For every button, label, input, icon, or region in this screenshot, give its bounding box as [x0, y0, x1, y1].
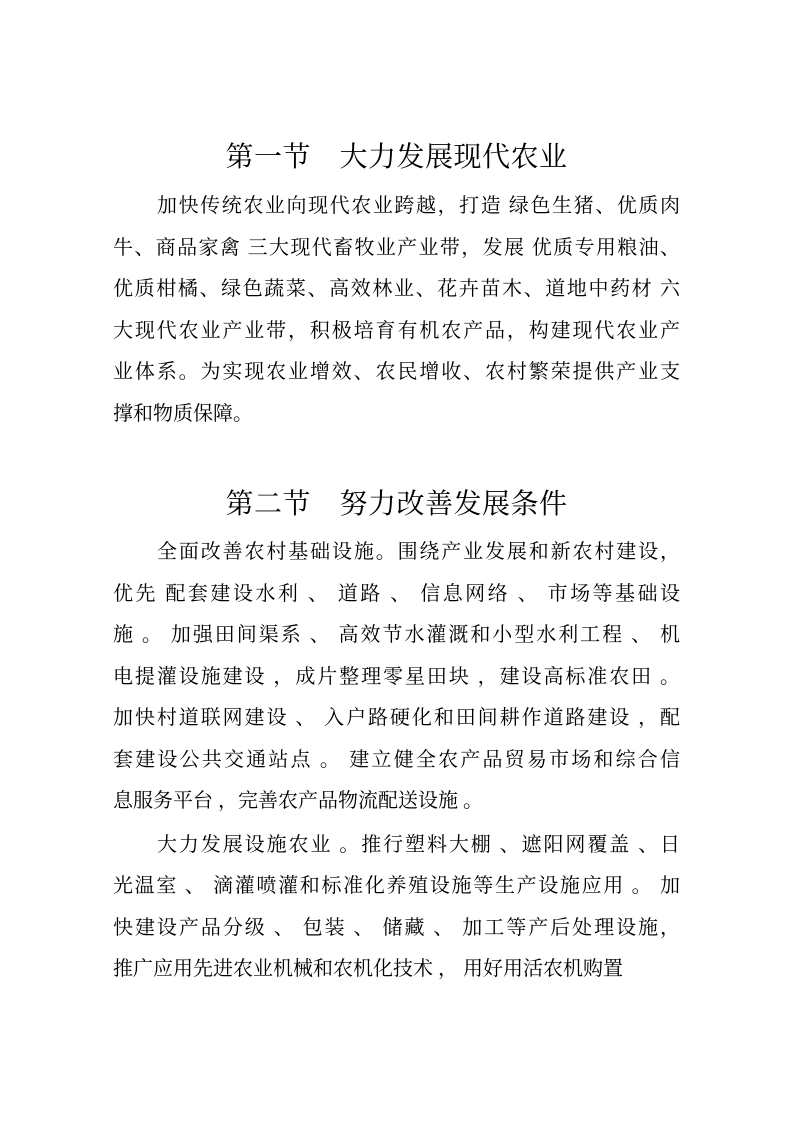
- text-line: 撑和物质保障。: [113, 402, 253, 425]
- text-line: 优先 配套建设水利 、 道路 、 信息网络 、 市场等基础设: [113, 582, 680, 605]
- text-line: 快建设产品分级 、 包装 、 储藏 、 加工等产后处理设施，: [113, 916, 680, 939]
- text-line: 大力发展设施农业 。推行塑料大棚 、遮阳网覆盖 、日: [157, 833, 680, 856]
- text-line: 业体系。为实现农业增效、农民增收、农村繁荣提供产业支: [113, 361, 680, 383]
- section-1-paragraph-1: [113, 186, 680, 435]
- page-text-column: [113, 0, 680, 991]
- section-1-heading: 第一节 大力发展现代农业: [225, 142, 568, 173]
- text-line: 息服务平台 ，完善农产品物流配送设施 。: [113, 790, 483, 812]
- text-line: 套建设公共交通站点 。 建立健全农产品贸易市场和综合信: [113, 748, 680, 771]
- text-line: 优质柑橘、绿色蔬菜、高效林业、花卉苗木、道地中药材 六: [113, 278, 680, 300]
- text-line: 全面改善农村基础设施。围绕产业发展和新农村建设，: [157, 541, 680, 563]
- text-line: 加快村道联网建设 、 入户路硬化和田间耕作道路建设 ，配: [113, 707, 680, 729]
- text-line: 大现代农业产业带，积极培育有机农产品，构建现代农业产: [113, 319, 680, 342]
- text-line: 光温室 、 滴灌喷灌和标准化养殖设施等生产设施应用 。 加: [113, 875, 680, 897]
- section-2-paragraph-1: [113, 532, 680, 823]
- text-line: 推广应用先进农业机械和农机化技术 ， 用好用活农机购置: [113, 958, 623, 980]
- section-2-heading: 第二节 努力改善发展条件: [225, 489, 568, 520]
- text-line: 施 。 加强田间渠系 、 高效节水灌溉和小型水利工程 、 机: [113, 624, 680, 646]
- text-line: 电提灌设施建设 ，成片整理零星田块 ，建设高标准农田 。: [113, 665, 680, 688]
- text-line: 加快传统农业向现代农业跨越，打造 绿色生猪、优质肉: [157, 195, 680, 217]
- section-2-paragraph-2: [113, 825, 680, 991]
- text-line: 牛、商品家禽 三大现代畜牧业产业带，发展 优质专用粮油、: [113, 236, 680, 259]
